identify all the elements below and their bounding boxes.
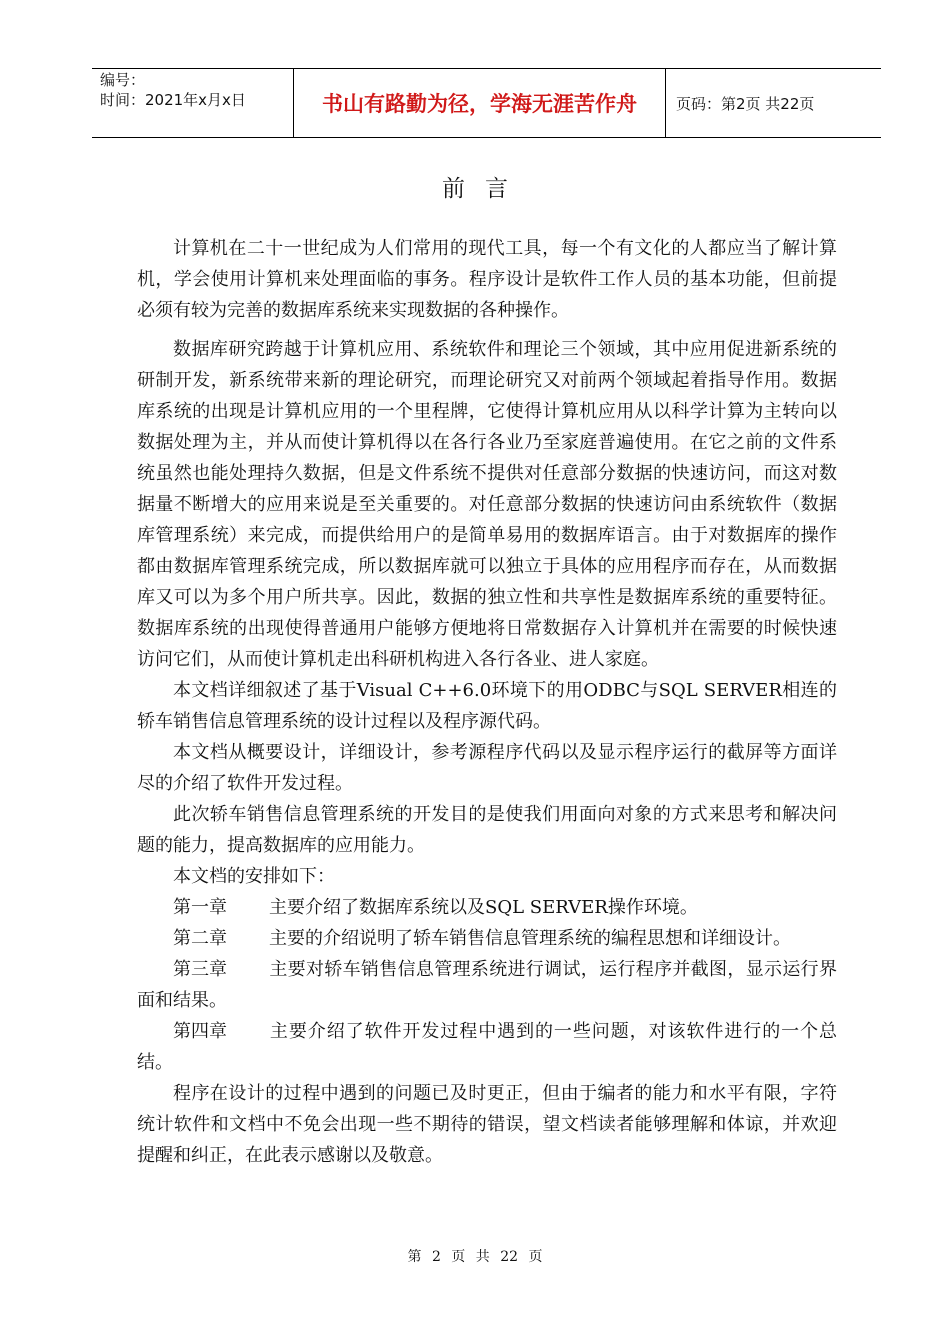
paragraph: 计算机在二十一世纪成为人们常用的现代工具，每一个有文化的人都应当了解计算机，学会使用计算机来处理面临的事务。程序设计是软件工作人员的基本功能，但前提必须有较为完善的数据库系统来实现数据的各种操作。 xyxy=(137,238,837,321)
paragraph: 本文档的安排如下： xyxy=(173,866,335,887)
chapter-desc: 主要对轿车销售信息管理系统进行调试，运行程序并截图，显示运行界面和结果。 xyxy=(137,959,837,1011)
page-footer: 第 2 页 共 22 页 xyxy=(407,1249,543,1265)
document-time-label: 时间：2021年x月x日 xyxy=(100,91,246,109)
chapter-name: 第一章 xyxy=(173,897,227,918)
paragraph: 本文档从概要设计，详细设计，参考源程序代码以及显示程序运行的截屏等方面详尽的介绍了软件开发过程。 xyxy=(137,742,837,794)
page-title: 前言 xyxy=(442,176,528,202)
chapter-desc: 主要的介绍说明了轿车销售信息管理系统的编程思想和详细设计。 xyxy=(269,928,791,949)
paragraph: 本文档详细叙述了基于Visual C++6.0环境下的用ODBC与SQL SERVER相连的轿车销售信息管理系统的设计过程以及程序源代码。 xyxy=(137,680,837,732)
header-meta xyxy=(92,69,293,137)
chapter-desc: 主要介绍了数据库系统以及SQL SERVER操作环境。 xyxy=(269,897,698,918)
document-number-label: 编号： xyxy=(100,71,146,89)
chapter-item xyxy=(137,1016,837,1078)
chapter-name: 第三章 xyxy=(173,959,227,980)
header-motto: 书山有路勤为径，学海无涯苦作舟 xyxy=(293,69,666,137)
chapter-item xyxy=(137,954,837,1016)
chapter-name: 第四章 xyxy=(173,1021,227,1042)
header-page-info: 页码：第2页 共22页 xyxy=(676,94,815,113)
closing-paragraph: 程序在设计的过程中遇到的问题已及时更正，但由于编者的能力和水平有限，字符统计软件和文档中不免会出现一些不期待的错误，望文档读者能够理解和体谅，并欢迎提醒和纠正，在此表示感谢以及敬意。 xyxy=(137,1083,837,1166)
chapter-item xyxy=(137,923,837,954)
paragraph: 数据库研究跨越于计算机应用、系统软件和理论三个领域，其中应用促进新系统的研制开发，新系统带来新的理论研究，而理论研究又对前两个领域起着指导作用。数据库系统的出现是计算机应用的一个里程牌，它使得计算机应用从以科学计算为主转向以数据处理为主，并从而使计算机得以在各行各业乃至家庭普遍使用。在它之前的文件系统虽然也能处理持久数据，但是文件系统不提供对任意部分数据的快速访问，而这对数据量不断增大的应用来说是至关重要的。对任意部分数据的快速访问由系统软件（数据库管理系统）来完成，而提供给用户的是简单易用的数据库语言。由于对数据库的操作都由数据库管理系统完成，所以数据库就可以独立于具体的应用程序而存在，从而数据库又可以为多个用户所共享。因此，数据的独立性和共享性是数据库系统的重要特征。数据库系统的出现使得普通用户能够方便地将日常数据存入计算机并在需要的时候快速访问它们，从而使计算机走出科研机构进入各行各业、进人家庭。 xyxy=(137,339,837,670)
page-header xyxy=(92,68,881,138)
chapter-item xyxy=(137,892,837,923)
paragraph: 此次轿车销售信息管理系统的开发目的是使我们用面向对象的方式来思考和解决问题的能力，提高数据库的应用能力。 xyxy=(137,804,837,856)
chapter-name: 第二章 xyxy=(173,928,227,949)
document-body xyxy=(137,233,837,1171)
chapter-desc: 主要介绍了软件开发过程中遇到的一些问题，对该软件进行的一个总结。 xyxy=(137,1021,837,1073)
